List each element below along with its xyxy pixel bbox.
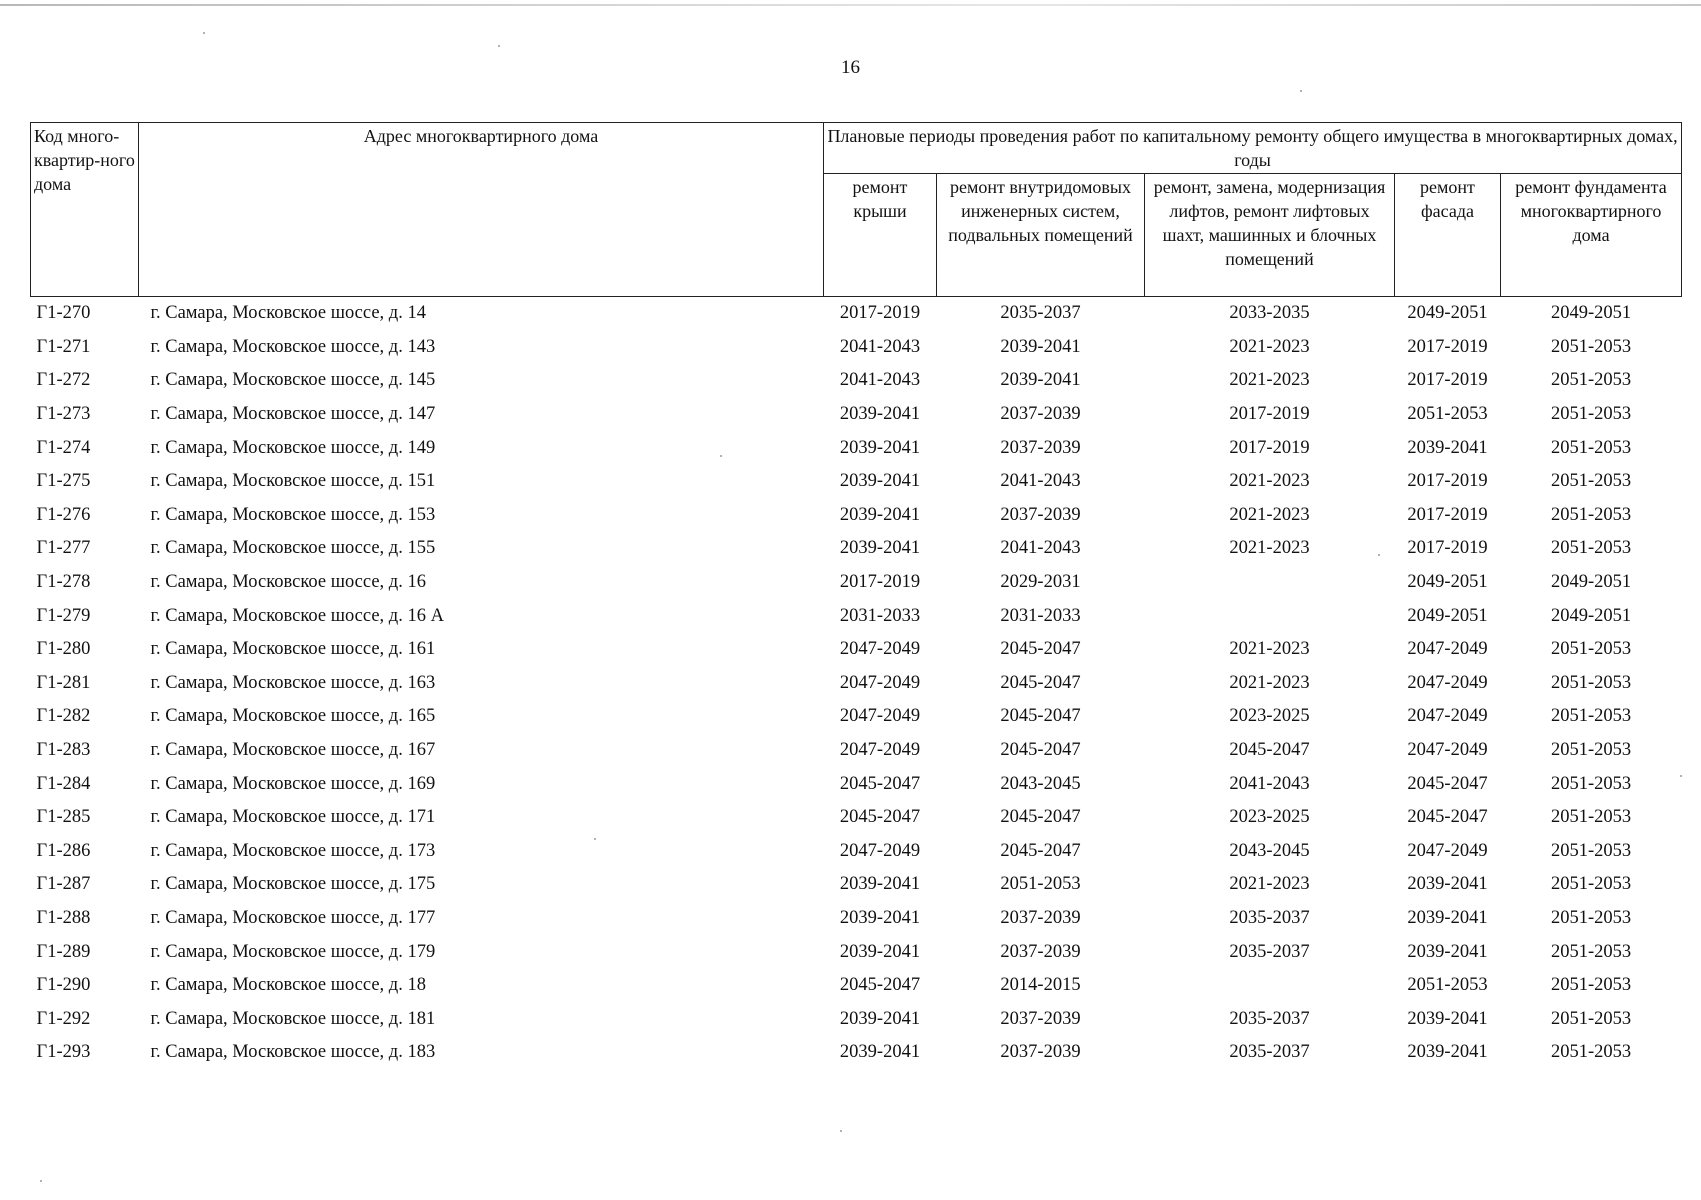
cell-foundation: 2051-2053 <box>1550 639 1632 660</box>
cell-lifts <box>1145 969 1395 1003</box>
cell-facade: 2047-2049 <box>1407 706 1488 727</box>
cell-lifts: 2045-2047 <box>1229 740 1310 761</box>
cell-roof: 2039-2041 <box>839 907 921 928</box>
cell-address: г. Самара, Московское шоссе, д. 183 <box>150 1042 436 1063</box>
cell-code: Г1-285 <box>36 807 91 828</box>
scan-speck <box>498 45 500 47</box>
cell-facade: 2045-2047 <box>1407 773 1488 794</box>
cell-code: Г1-275 <box>36 471 91 492</box>
cell-code: Г1-276 <box>36 504 91 525</box>
cell-foundation: 2049-2051 <box>1550 572 1632 593</box>
cell-facade: 2039-2041 <box>1407 941 1488 962</box>
cell-systems: 2037-2039 <box>1000 1008 1081 1029</box>
table-row <box>31 667 1682 701</box>
scan-speck <box>1680 775 1682 777</box>
cell-lifts: 2021-2023 <box>1229 538 1310 559</box>
header-row-top <box>31 123 1682 174</box>
cell-address: г. Самара, Московское шоссе, д. 147 <box>150 404 436 425</box>
table-row <box>31 532 1682 566</box>
cell-facade: 2039-2041 <box>1407 1008 1488 1029</box>
cell-systems: 2045-2047 <box>1000 840 1081 861</box>
cell-facade: 2017-2019 <box>1407 504 1488 525</box>
cell-foundation: 2051-2053 <box>1550 941 1632 962</box>
cell-address: г. Самара, Московское шоссе, д. 171 <box>150 807 436 828</box>
header-code: Код много-квартир-ного дома <box>31 123 139 297</box>
cell-facade: 2047-2049 <box>1407 639 1488 660</box>
cell-facade: 2049-2051 <box>1407 572 1488 593</box>
cell-roof: 2047-2049 <box>839 639 921 660</box>
cell-lifts: 2035-2037 <box>1229 1042 1310 1063</box>
cell-systems: 2045-2047 <box>1000 706 1081 727</box>
cell-foundation: 2051-2053 <box>1550 773 1632 794</box>
cell-code: Г1-271 <box>36 336 91 357</box>
cell-code: Г1-292 <box>36 1008 91 1029</box>
cell-roof: 2039-2041 <box>839 538 921 559</box>
table-row <box>31 935 1682 969</box>
cell-address: г. Самара, Московское шоссе, д. 151 <box>150 471 436 492</box>
cell-foundation: 2051-2053 <box>1550 404 1632 425</box>
cell-foundation: 2051-2053 <box>1550 1008 1632 1029</box>
table-row <box>31 331 1682 365</box>
cell-lifts: 2041-2043 <box>1229 773 1310 794</box>
scan-speck <box>594 838 596 840</box>
cell-systems: 2043-2045 <box>1000 773 1081 794</box>
cell-code: Г1-283 <box>36 740 91 761</box>
cell-address: г. Самара, Московское шоссе, д. 163 <box>150 672 436 693</box>
cell-code: Г1-273 <box>36 404 91 425</box>
table-body <box>31 297 1682 1070</box>
cell-roof: 2039-2041 <box>839 404 921 425</box>
cell-facade: 2039-2041 <box>1407 437 1488 458</box>
cell-code: Г1-282 <box>36 706 91 727</box>
header-systems: ремонт внутридомовых инженерных систем, подвальных помещений <box>937 174 1145 297</box>
cell-code: Г1-272 <box>36 370 91 391</box>
cell-code: Г1-278 <box>36 572 91 593</box>
cell-lifts: 2033-2035 <box>1229 303 1310 324</box>
cell-facade: 2017-2019 <box>1407 336 1488 357</box>
table-row <box>31 633 1682 667</box>
cell-address: г. Самара, Московское шоссе, д. 149 <box>150 437 436 458</box>
cell-code: Г1-280 <box>36 639 91 660</box>
cell-systems: 2037-2039 <box>1000 1042 1081 1063</box>
cell-lifts: 2017-2019 <box>1229 437 1310 458</box>
cell-lifts: 2035-2037 <box>1229 907 1310 928</box>
cell-address: г. Самара, Московское шоссе, д. 169 <box>150 773 436 794</box>
cell-systems: 2039-2041 <box>1000 336 1081 357</box>
cell-lifts: 2021-2023 <box>1229 336 1310 357</box>
cell-foundation: 2051-2053 <box>1550 874 1632 895</box>
cell-foundation: 2049-2051 <box>1550 605 1632 626</box>
cell-address: г. Самара, Московское шоссе, д. 165 <box>150 706 436 727</box>
cell-systems: 2037-2039 <box>1000 504 1081 525</box>
cell-roof: 2045-2047 <box>839 975 921 996</box>
cell-foundation: 2051-2053 <box>1550 672 1632 693</box>
cell-roof: 2039-2041 <box>839 1008 921 1029</box>
cell-code: Г1-270 <box>36 303 91 324</box>
cell-systems: 2041-2043 <box>1000 538 1081 559</box>
table-row <box>31 431 1682 465</box>
cell-lifts: 2021-2023 <box>1229 639 1310 660</box>
page-number: 16 <box>841 57 860 78</box>
cell-code: Г1-279 <box>36 605 91 626</box>
cell-systems: 2037-2039 <box>1000 941 1081 962</box>
cell-systems: 2045-2047 <box>1000 807 1081 828</box>
table-row <box>31 835 1682 869</box>
table-row <box>31 566 1682 600</box>
cell-foundation: 2051-2053 <box>1550 740 1632 761</box>
cell-code: Г1-289 <box>36 941 91 962</box>
cell-address: г. Самара, Московское шоссе, д. 177 <box>150 907 436 928</box>
scan-speck <box>203 32 205 34</box>
cell-systems: 2031-2033 <box>1000 605 1081 626</box>
cell-address: г. Самара, Московское шоссе, д. 181 <box>150 1008 436 1029</box>
cell-systems: 2045-2047 <box>1000 740 1081 761</box>
cell-facade: 2051-2053 <box>1407 404 1488 425</box>
scan-speck <box>1300 90 1302 92</box>
cell-systems: 2037-2039 <box>1000 404 1081 425</box>
cell-code: Г1-284 <box>36 773 91 794</box>
cell-address: г. Самара, Московское шоссе, д. 14 <box>150 303 426 324</box>
cell-roof: 2047-2049 <box>839 840 921 861</box>
cell-systems: 2037-2039 <box>1000 907 1081 928</box>
table-row <box>31 767 1682 801</box>
scan-speck <box>40 1180 42 1182</box>
cell-systems: 2041-2043 <box>1000 471 1081 492</box>
cell-systems: 2045-2047 <box>1000 639 1081 660</box>
cell-lifts: 2023-2025 <box>1229 706 1310 727</box>
scan-speck <box>1378 554 1380 556</box>
cell-systems: 2029-2031 <box>1000 572 1081 593</box>
cell-roof: 2047-2049 <box>839 706 921 727</box>
cell-address: г. Самара, Московское шоссе, д. 143 <box>150 336 436 357</box>
cell-systems: 2045-2047 <box>1000 672 1081 693</box>
cell-lifts: 2035-2037 <box>1229 1008 1310 1029</box>
cell-roof: 2017-2019 <box>839 572 921 593</box>
header-roof: ремонт крыши <box>824 174 937 297</box>
table-row <box>31 969 1682 1003</box>
cell-systems: 2014-2015 <box>1000 975 1081 996</box>
table-row <box>31 1002 1682 1036</box>
cell-foundation: 2051-2053 <box>1550 706 1632 727</box>
table-row <box>31 902 1682 936</box>
cell-foundation: 2051-2053 <box>1550 975 1632 996</box>
cell-address: г. Самара, Московское шоссе, д. 16 А <box>150 605 444 626</box>
cell-roof: 2041-2043 <box>839 370 921 391</box>
cell-foundation: 2051-2053 <box>1550 504 1632 525</box>
cell-foundation: 2051-2053 <box>1550 1042 1632 1063</box>
cell-roof: 2039-2041 <box>839 1042 921 1063</box>
cell-facade: 2017-2019 <box>1407 471 1488 492</box>
table-row <box>31 1036 1682 1070</box>
cell-lifts: 2017-2019 <box>1229 404 1310 425</box>
scan-border-line <box>0 4 1701 6</box>
cell-roof: 2039-2041 <box>839 471 921 492</box>
cell-address: г. Самара, Московское шоссе, д. 173 <box>150 840 436 861</box>
repair-schedule-table <box>30 122 1682 1070</box>
cell-lifts: 2021-2023 <box>1229 370 1310 391</box>
header-lifts: ремонт, замена, модернизация лифтов, ремонт лифтовых шахт, машинных и блочных помещений <box>1145 174 1395 297</box>
cell-code: Г1-277 <box>36 538 91 559</box>
cell-address: г. Самара, Московское шоссе, д. 145 <box>150 370 436 391</box>
cell-code: Г1-290 <box>36 975 91 996</box>
cell-foundation: 2051-2053 <box>1550 437 1632 458</box>
cell-facade: 2049-2051 <box>1407 303 1488 324</box>
cell-facade: 2039-2041 <box>1407 874 1488 895</box>
cell-facade: 2047-2049 <box>1407 840 1488 861</box>
cell-code: Г1-288 <box>36 907 91 928</box>
table-header <box>31 123 1682 297</box>
cell-facade: 2051-2053 <box>1407 975 1488 996</box>
cell-roof: 2039-2041 <box>839 874 921 895</box>
cell-foundation: 2051-2053 <box>1550 471 1632 492</box>
table-row <box>31 868 1682 902</box>
cell-code: Г1-287 <box>36 874 91 895</box>
cell-systems: 2035-2037 <box>1000 303 1081 324</box>
cell-roof: 2045-2047 <box>839 773 921 794</box>
cell-roof: 2039-2041 <box>839 941 921 962</box>
cell-address: г. Самара, Московское шоссе, д. 155 <box>150 538 436 559</box>
table-row <box>31 700 1682 734</box>
cell-code: Г1-274 <box>36 437 91 458</box>
cell-address: г. Самара, Московское шоссе, д. 161 <box>150 639 436 660</box>
cell-code: Г1-281 <box>36 672 91 693</box>
cell-code: Г1-286 <box>36 840 91 861</box>
cell-roof: 2041-2043 <box>839 336 921 357</box>
cell-address: г. Самара, Московское шоссе, д. 167 <box>150 740 436 761</box>
cell-roof: 2017-2019 <box>839 303 921 324</box>
table-row <box>31 801 1682 835</box>
cell-address: г. Самара, Московское шоссе, д. 175 <box>150 874 436 895</box>
header-planned-periods: Плановые периоды проведения работ по капитальному ремонту общего имущества в многоквартирных домах, годы <box>824 123 1682 174</box>
table-row <box>31 599 1682 633</box>
scan-speck <box>840 1130 842 1132</box>
cell-roof: 2047-2049 <box>839 672 921 693</box>
table-row <box>31 734 1682 768</box>
cell-facade: 2045-2047 <box>1407 807 1488 828</box>
cell-lifts: 2021-2023 <box>1229 504 1310 525</box>
header-facade: ремонт фасада <box>1395 174 1501 297</box>
cell-address: г. Самара, Московское шоссе, д. 179 <box>150 941 436 962</box>
cell-lifts: 2043-2045 <box>1229 840 1310 861</box>
cell-facade: 2039-2041 <box>1407 1042 1488 1063</box>
cell-foundation: 2051-2053 <box>1550 336 1632 357</box>
cell-facade: 2039-2041 <box>1407 907 1488 928</box>
cell-roof: 2039-2041 <box>839 504 921 525</box>
cell-address: г. Самара, Московское шоссе, д. 16 <box>150 572 426 593</box>
cell-lifts: 2035-2037 <box>1229 941 1310 962</box>
cell-lifts: 2023-2025 <box>1229 807 1310 828</box>
cell-facade: 2047-2049 <box>1407 672 1488 693</box>
cell-lifts: 2021-2023 <box>1229 471 1310 492</box>
cell-foundation: 2051-2053 <box>1550 840 1632 861</box>
cell-foundation: 2051-2053 <box>1550 370 1632 391</box>
cell-systems: 2037-2039 <box>1000 437 1081 458</box>
cell-lifts <box>1145 599 1395 633</box>
cell-facade: 2047-2049 <box>1407 740 1488 761</box>
cell-roof: 2047-2049 <box>839 740 921 761</box>
cell-foundation: 2051-2053 <box>1550 538 1632 559</box>
cell-code: Г1-293 <box>36 1042 91 1063</box>
cell-foundation: 2051-2053 <box>1550 907 1632 928</box>
table-row <box>31 297 1682 331</box>
cell-facade: 2017-2019 <box>1407 370 1488 391</box>
cell-systems: 2051-2053 <box>1000 874 1081 895</box>
cell-address: г. Самара, Московское шоссе, д. 18 <box>150 975 426 996</box>
header-address: Адрес многоквартирного дома <box>139 123 824 297</box>
header-foundation: ремонт фундамента многоквартирного дома <box>1501 174 1682 297</box>
cell-roof: 2045-2047 <box>839 807 921 828</box>
cell-lifts <box>1145 566 1395 600</box>
cell-lifts: 2021-2023 <box>1229 672 1310 693</box>
table-row <box>31 398 1682 432</box>
cell-facade: 2049-2051 <box>1407 605 1488 626</box>
table-row <box>31 364 1682 398</box>
cell-address: г. Самара, Московское шоссе, д. 153 <box>150 504 436 525</box>
cell-roof: 2031-2033 <box>839 605 921 626</box>
cell-lifts: 2021-2023 <box>1229 874 1310 895</box>
cell-systems: 2039-2041 <box>1000 370 1081 391</box>
cell-foundation: 2049-2051 <box>1550 303 1632 324</box>
table-row <box>31 465 1682 499</box>
cell-facade: 2017-2019 <box>1407 538 1488 559</box>
cell-foundation: 2051-2053 <box>1550 807 1632 828</box>
table-row <box>31 499 1682 533</box>
cell-roof: 2039-2041 <box>839 437 921 458</box>
scan-speck <box>720 455 722 457</box>
